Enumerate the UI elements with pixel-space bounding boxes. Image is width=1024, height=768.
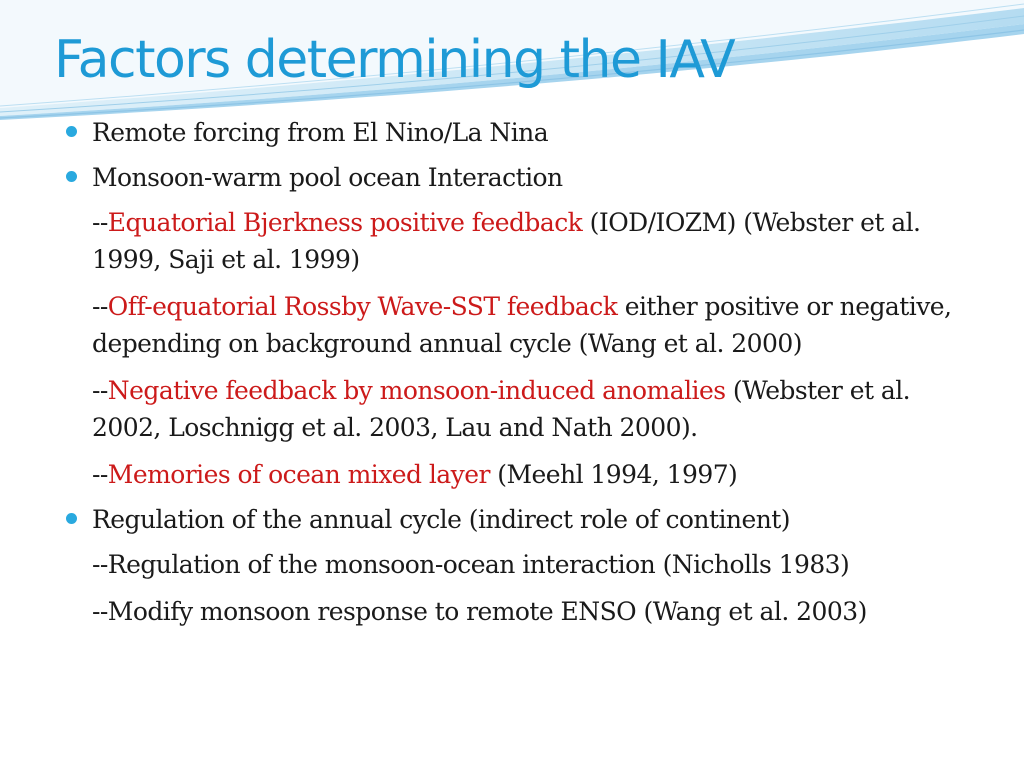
sub-item-prefix: -- xyxy=(92,376,108,405)
sub-item-highlight: Equatorial Bjerkness positive feedback xyxy=(107,208,583,237)
sub-item xyxy=(62,204,962,278)
bullet-item xyxy=(62,114,962,151)
bullet-dot-icon xyxy=(66,171,77,182)
sub-item-prefix: -- xyxy=(92,292,108,321)
slide-title: Factors determining the IAV xyxy=(54,30,735,90)
bullet-text: Remote forcing from El Nino/La Nina xyxy=(92,118,549,147)
bullet-text: Monsoon-warm pool ocean Interaction xyxy=(92,163,563,192)
sub-item xyxy=(62,456,962,493)
sub-item-text: (Webster et al. 2002, Loschnigg et al. 2003, Lau and Nath 2000). xyxy=(92,376,911,442)
sub-item xyxy=(62,372,962,446)
slide-body xyxy=(62,114,962,630)
sub-item-text: either positive or negative, depending on background annual cycle (Wang et al. 2000) xyxy=(92,292,952,358)
sub-item xyxy=(62,546,962,583)
sub-item-text: (Meehl 1994, 1997) xyxy=(489,460,738,489)
sub-item-text: --Modify monsoon response to remote ENSO (Wang et al. 2003) xyxy=(92,597,867,626)
sub-item-prefix: -- xyxy=(92,460,108,489)
sub-item xyxy=(62,288,962,362)
sub-item-prefix: -- xyxy=(92,208,108,237)
bullet-dot-icon xyxy=(66,126,77,137)
bullet-item xyxy=(62,501,962,538)
sub-item-text: (IOD/IOZM) (Webster et al. 1999, Saji et al. 1999) xyxy=(92,208,921,274)
bullet-dot-icon xyxy=(66,513,77,524)
sub-item-highlight: Negative feedback by monsoon-induced anomalies xyxy=(107,376,726,405)
sub-item-text: --Regulation of the monsoon-ocean interaction (Nicholls 1983) xyxy=(92,550,850,579)
sub-item xyxy=(62,593,962,630)
sub-item-highlight: Off-equatorial Rossby Wave-SST feedback xyxy=(107,292,618,321)
sub-item-highlight: Memories of ocean mixed layer xyxy=(107,460,490,489)
bullet-text: Regulation of the annual cycle (indirect role of continent) xyxy=(92,505,790,534)
bullet-item xyxy=(62,159,962,196)
